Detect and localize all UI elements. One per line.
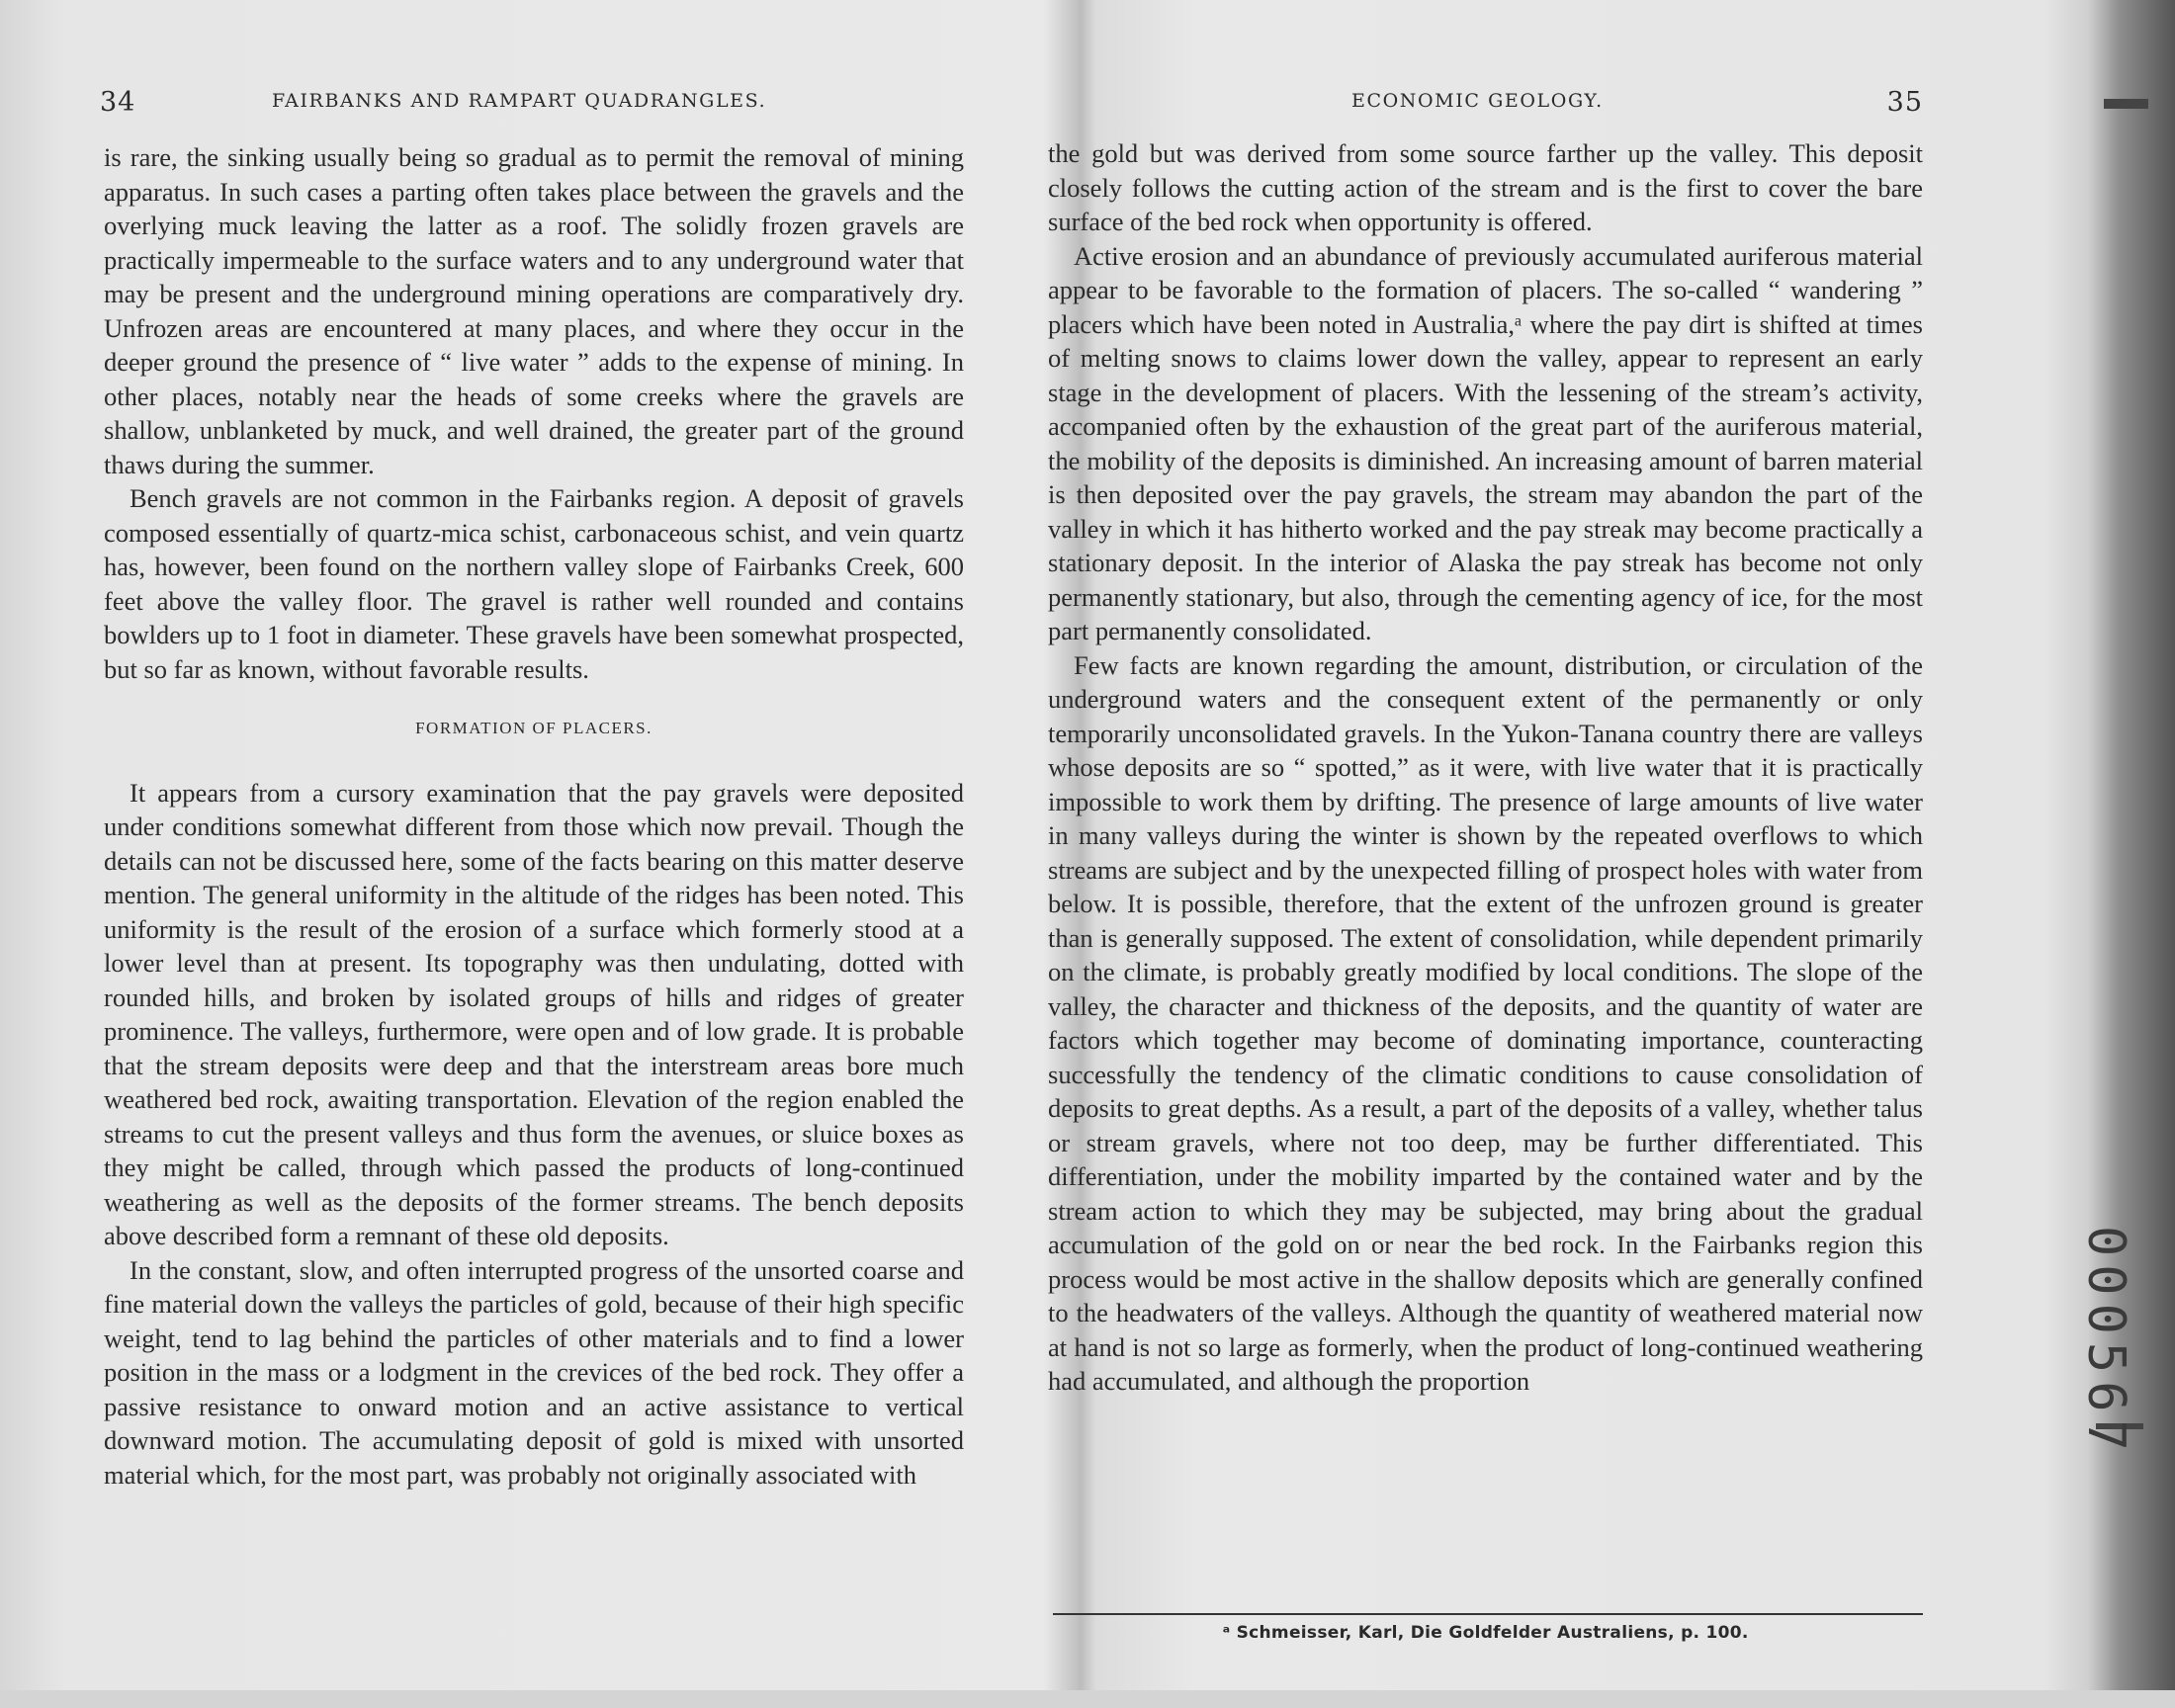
footnote-rule — [1053, 1613, 1923, 1615]
left-page — [94, 0, 964, 1708]
right-page — [1048, 0, 1923, 1708]
page-number-left: 34 — [100, 87, 136, 118]
stamp-number: 000567 — [2076, 1226, 2135, 1459]
scan-bottom-edge — [0, 1690, 2175, 1708]
left-page-body — [104, 140, 964, 1492]
margin-stamp — [2076, 1226, 2143, 1463]
page-number-right: 35 — [1886, 87, 1923, 118]
binding-clip — [2104, 99, 2148, 109]
paragraph: Few facts are known regarding the amount, distribution, or circulation of the underground waters and the consequent extent of the permanently or only temporarily unconsolidated gravels. In the Yukon-Tanana country there are valleys whose deposits are so “ spotted,” as it were, with live water that it is practically impossible to work them by drifting. The presence of large amounts of live water in many valleys during the winter is shown by the repeated overflows to which streams are subject and by the unexpected filling of prospect holes with water from below. It is possible, therefore, that the extent of the unfrozen ground is greater than is generally supposed. The extent of consolidation, while dependent primarily on the climate, is probably greatly modified by local conditions. The slope of the valley, the character and thickness of the deposits, and the quantity of water are factors which together may become of dominating importance, counteracting successfully the tendency of the climatic conditions to cause consolidation of deposits to great depths. As a result, a part of the deposits of a valley, whether talus or stream gravels, where not too deep, may be further differentiated. This differentiation, under the mobility imparted by the contained water and by the stream action to which they may be subjected, may bring about the gradual accumulation of the gold on or near the bed rock. In the Fairbanks region this process would be most active in the shallow deposits which are generally confined to the headwaters of the valleys. Although the quantity of weathered material now at hand is not so large as formerly, when the product of long-continued weathering had accumulated, and although the proportion — [1048, 649, 1923, 1396]
paragraph: is rare, the sinking usually being so gradual as to permit the removal of mining apparatus. In such cases a parting often takes place between the gravels and the overlying muck leaving the latter as a roof. The solidly frozen gravels are practically impermeable to the surface waters and to any underground water that may be present and the underground mining operations are comparatively dry. Unfrozen areas are encountered at many places, and where they occur in the deeper ground the presence of “ live water ” adds to the expense of mining. In other places, notably near the heads of some creeks where the gravels are shallow, unblanketed by muck, and well drained, the greater part of the ground thaws during the summer. — [104, 142, 964, 479]
paragraph: It appears from a cursory examination that the pay gravels were deposited under conditions somewhat different from those which now prevail. Though the details can not be discussed here, some of the facts bearing on this matter deserve mention. The general uniformity in the altitude of the ridges has been noted. This uniformity is the result of the erosion of a surface which formerly stood at a lower level than at present. Its topography was then undulating, dotted with rounded hills, and broken by isolated groups of hills and ridges of greater prominence. The valleys, furthermore, were open and of low grade. It is probable that the stream deposits were deep and that the interstream areas bore much weathered bed rock, awaiting transportation. Elevation of the region enabled the streams to cut the present valleys and thus form the avenues, or sluice boxes as they might be called, through which passed the products of long-continued weathering as well as the deposits of the former streams. The bench deposits above described form a remnant of these old deposits. — [104, 777, 964, 1250]
running-head-right — [1048, 87, 1923, 119]
paragraph: In the constant, slow, and often interrupted progress of the unsorted coarse and fine material down the valleys the particles of gold, because of their high specific weight, tend to lag behind the particles of other materials and to find a lower position in the mass or a lodgment in the crevices of the bed rock. They offer a passive resistance to onward motion and an active assistance to vertical downward motion. The accumulating deposit of gold is mixed with unsorted material which, for the most part, was probably not originally associated with — [104, 1254, 964, 1490]
running-title-left: FAIRBANKS AND RAMPART QUADRANGLES. — [272, 90, 767, 112]
running-title-right: ECONOMIC GEOLOGY. — [1351, 90, 1604, 112]
section-heading: FORMATION OF PLACERS. — [415, 719, 652, 737]
right-page-body — [1048, 136, 1923, 1399]
paragraph: the gold but was derived from some source farther up the valley. This deposit closely follows the cutting action of the stream and is the first to cover the bare surface of the bed rock when opportunity is offered. — [1048, 138, 1923, 236]
running-head-left — [94, 87, 964, 119]
paragraph: Active erosion and an abundance of previously accumulated auriferous material appear to be favorable to the formation of placers. The so-called “ wandering ” placers which have been noted in Australia,ᵃ where the pay dirt is shifted at times of melting snows to claims lower down the valley, appear to represent an early stage in the development of placers. With the lessening of the stream’s activity, accompanied often by the exhaustion of the great part of the auriferous material, the mobility of the deposits is diminished. An increasing amount of barren material is then deposited over the pay gravels, the stream may abandon the part of the valley in which it has hitherto worked and the pay streak may become practically a stationary deposit. In the interior of Alaska the pay streak has become not only permanently stationary, but also, through the cementing agency of ice, for the most part permanently consolidated. — [1048, 240, 1923, 645]
paragraph: Bench gravels are not common in the Fairbanks region. A deposit of gravels composed essentially of quartz-mica schist, carbonaceous schist, and vein quartz has, however, been found on the northern valley slope of Fairbanks Creek, 600 feet above the valley floor. The gravel is rather well rounded and contains bowlders up to 1 foot in diameter. These gravels have been somewhat prospected, but so far as known, without favorable results. — [104, 483, 964, 684]
footnote: ᵃ Schmeisser, Karl, Die Goldfelder Australiens, p. 100. — [1222, 1623, 1749, 1643]
